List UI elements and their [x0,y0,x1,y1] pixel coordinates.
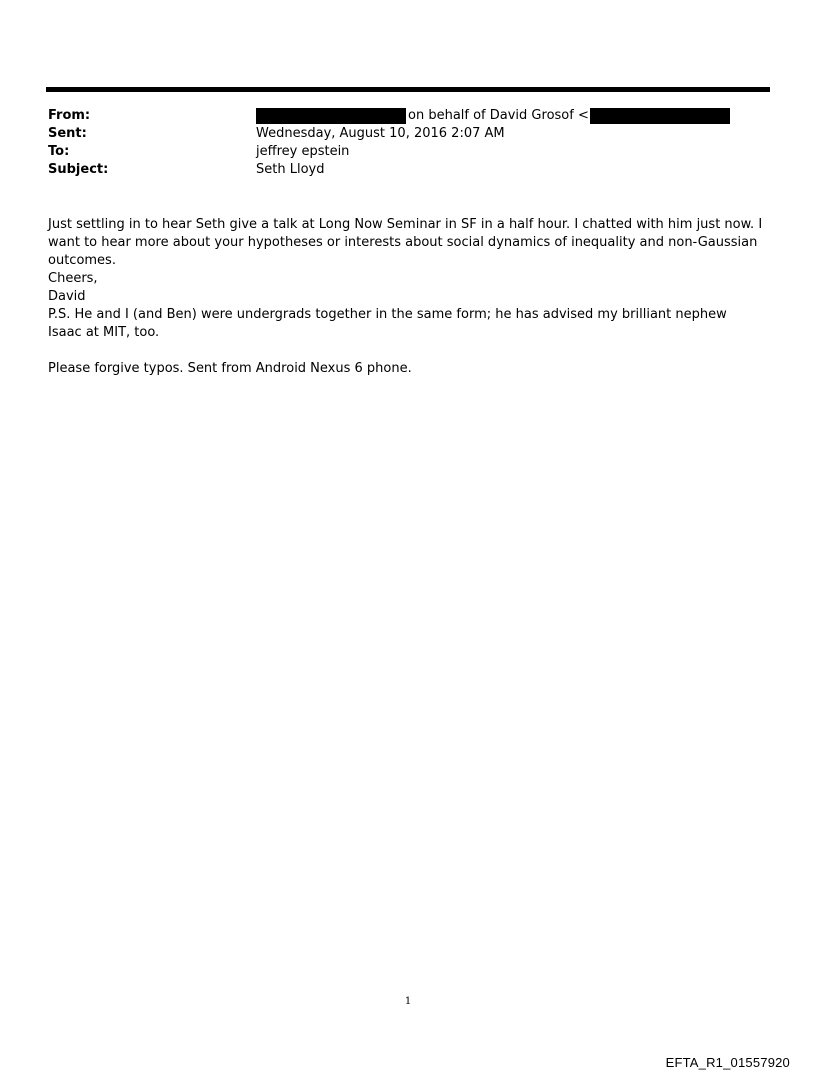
signature-line: David [48,289,86,304]
subject-label: Subject: [48,162,109,177]
paragraph-spacer [48,342,763,360]
header-divider [46,87,770,92]
footer-note: Please forgive typos. Sent from Android Nexus 6 phone. [48,361,412,376]
closing-line: Cheers, [48,271,98,286]
page-number: 1 [404,996,412,1007]
sent-value: Wednesday, August 10, 2016 2:07 AM [256,126,505,141]
from-value [256,107,730,125]
to-label: To: [48,144,70,159]
from-text: on behalf of David Grosof < [408,108,589,123]
body-paragraph: Just settling in to hear Seth give a talk at Long Now Seminar in SF in a half hour. I chatted with him just now. I want to hear more about your hypotheses or interests about social dynamics of inequality and non-Gaussian outcomes. [48,217,763,268]
email-body [48,216,763,378]
sent-label: Sent: [48,126,87,141]
from-row [48,107,768,125]
postscript: P.S. He and I (and Ben) were undergrads together in the same form; he has advised my brilliant nephew Isaac at MIT, too. [48,307,727,340]
to-row [48,143,768,161]
subject-value: Seth Lloyd [256,162,325,177]
sent-row [48,125,768,143]
email-header [48,107,768,179]
redaction-block [590,108,730,124]
to-value: jeffrey epstein [256,144,350,159]
bates-number: EFTA_R1_01557920 [665,1055,790,1070]
redaction-block [256,108,406,124]
subject-row [48,161,768,179]
from-label: From: [48,108,91,123]
